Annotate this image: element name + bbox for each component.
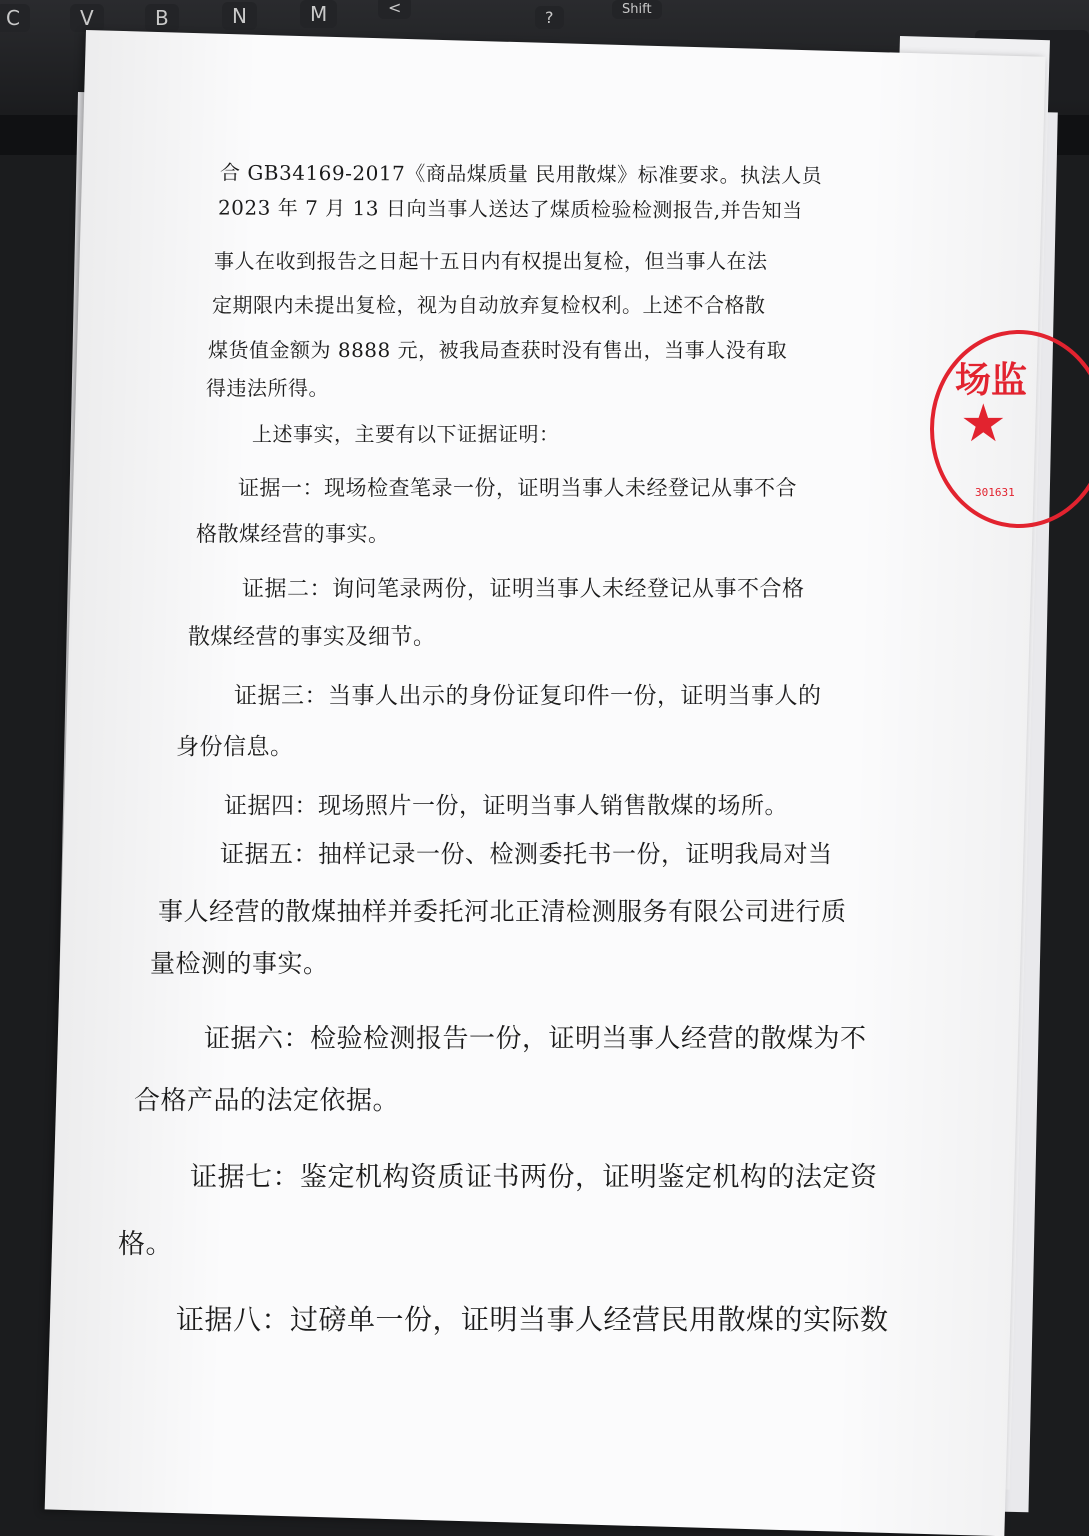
text-line: 煤货值金额为 8888 元，被我局查获时没有售出，当事人没有取 (208, 338, 788, 362)
key-shift: Shift (612, 0, 662, 19)
key-c: C (0, 4, 30, 32)
text-line: 事人经营的散煤抽样并委托河北正清检测服务有限公司进行质 (158, 897, 847, 926)
text-line: 得违法所得。 (206, 376, 329, 400)
text-line: 证据五：抽样记录一份、检测委托书一份，证明我局对当 (220, 840, 833, 868)
text-line: 量检测的事实。 (150, 949, 329, 978)
text-line: 证据一：现场检查笔录一份，证明当事人未经登记从事不合 (238, 476, 797, 500)
text-line: 证据八：过磅单一份，证明当事人经营民用散煤的实际数 (176, 1303, 889, 1336)
text-line: 证据六：检验检测报告一份，证明当事人经营的散煤为不 (204, 1024, 867, 1054)
seal-text: 场监 (955, 360, 1028, 401)
key-v: V (70, 4, 104, 32)
text-line: 格散煤经营的事实。 (196, 522, 390, 546)
key-m: M (300, 0, 337, 28)
text-line: 证据二：询问笔录两份，证明当事人未经登记从事不合格 (242, 577, 805, 602)
text-line: 格。 (118, 1229, 173, 1260)
text-line: 合 GB34169-2017《商品煤质量 民用散煤》标准要求。执法人员 (219, 160, 823, 188)
text-line: 散煤经营的事实及细节。 (188, 625, 436, 650)
text-line: 2023 年 7 月 13 日向当事人送达了煤质检验检测报告,并告知当 (217, 195, 803, 223)
text-line: 事人在收到报告之日起十五日内有权提出复检，但当事人在法 (214, 249, 768, 273)
text-line: 定期限内未提出复检，视为自动放弃复检权利。上述不合格散 (212, 293, 766, 317)
text-line: 证据四：现场照片一份，证明当事人销售散煤的场所。 (224, 793, 788, 819)
text-line: 合格产品的法定依据。 (134, 1086, 400, 1116)
key-b: B (145, 4, 179, 32)
key-slash: ? (535, 6, 564, 29)
key-comma: < (378, 0, 411, 19)
text-line: 上述事实，主要有以下证据证明： (252, 422, 560, 446)
seal-star-icon: ★ (960, 394, 1007, 454)
text-line: 证据七：鉴定机构资质证书两份，证明鉴定机构的法定资 (190, 1162, 878, 1193)
text-line: 身份信息。 (176, 734, 294, 760)
key-n: N (222, 2, 257, 30)
text-line: 证据三：当事人出示的身份证复印件一份，证明当事人的 (234, 683, 822, 709)
seal-number: 301631 (975, 486, 1015, 499)
